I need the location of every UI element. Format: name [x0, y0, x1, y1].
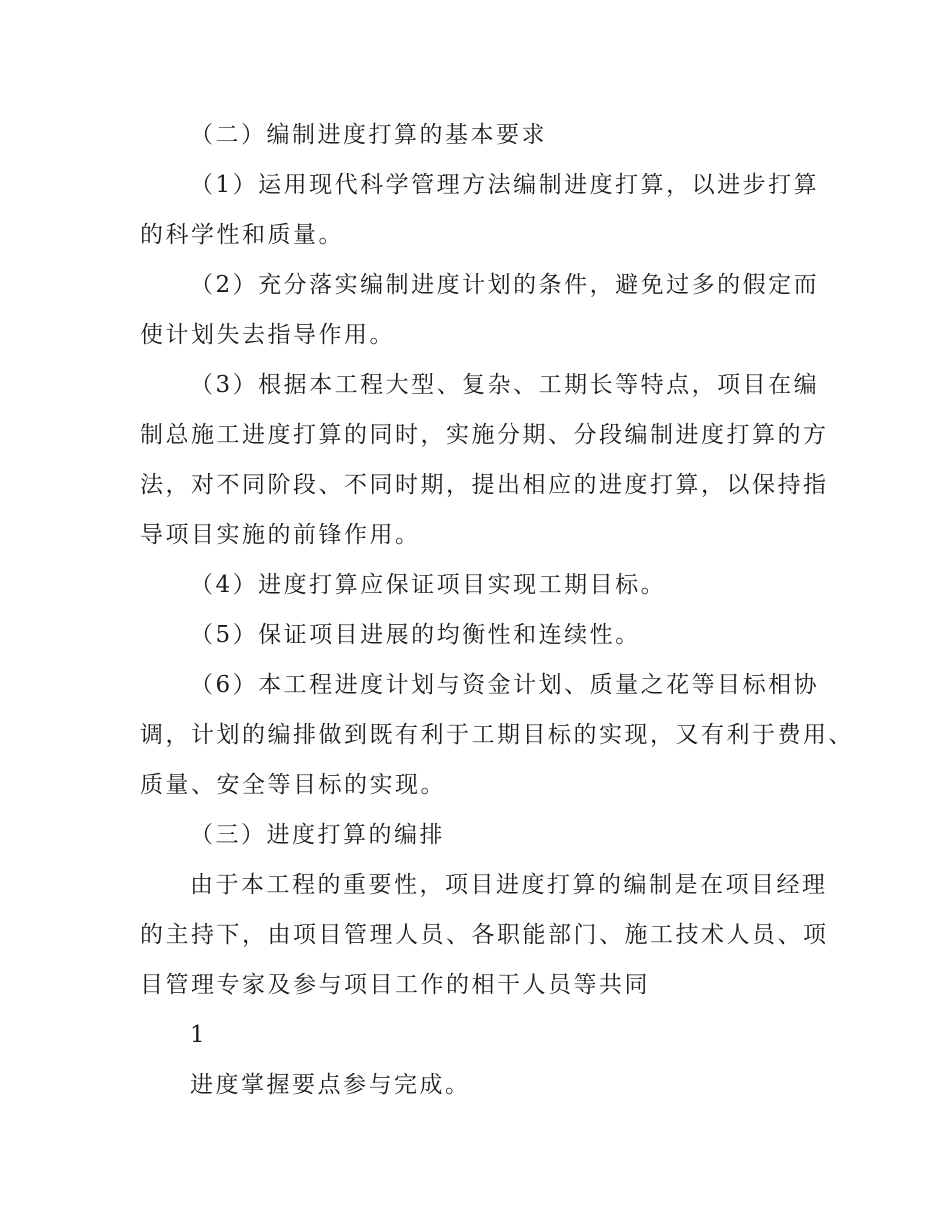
paragraph-line: （2）充分落实编制进度计划的条件，避免过多的假定而 [190, 272, 820, 298]
paragraph-line: 的科学性和质量。 [140, 222, 344, 248]
page-number: 1 [190, 1022, 208, 1048]
paragraph-line: （1）运用现代科学管理方法编制进度打算，以进步打算 [190, 172, 820, 198]
paragraph-line: 的主持下，由项目管理人员、各职能部门、施工技术人员、项 [140, 922, 829, 948]
paragraph-line: （4）进度打算应保证项目实现工期目标。 [190, 572, 667, 598]
paragraph-line: 使计划失去指导作用。 [140, 322, 395, 348]
section-heading-2: （二）编制进度打算的基本要求 [190, 122, 547, 148]
paragraph-line: 进度掌握要点参与完成。 [190, 1072, 471, 1098]
paragraph-line: （6）本工程进度计划与资金计划、质量之花等目标相协 [190, 672, 820, 698]
paragraph-line: （5）保证项目进展的均衡性和连续性。 [190, 622, 641, 648]
paragraph-line: 目管理专家及参与项目工作的相干人员等共同 [140, 972, 650, 998]
paragraph-line: （3）根据本工程大型、复杂、工期长等特点，项目在编 [190, 372, 820, 398]
paragraph-line: 导项目实施的前锋作用。 [140, 522, 421, 548]
paragraph-line: 法，对不同阶段、不同时期，提出相应的进度打算，以保持指 [140, 472, 829, 498]
paragraph-line: 制总施工进度打算的同时，实施分期、分段编制进度打算的方 [140, 422, 829, 448]
paragraph-line: 调，计划的编排做到既有利于工期目标的实现，又有利于费用、 [140, 722, 854, 748]
paragraph-line: 质量、安全等目标的实现。 [140, 772, 446, 798]
paragraph-line: 由于本工程的重要性，项目进度打算的编制是在项目经理 [190, 872, 828, 898]
section-heading-3: （三）进度打算的编排 [190, 822, 445, 848]
